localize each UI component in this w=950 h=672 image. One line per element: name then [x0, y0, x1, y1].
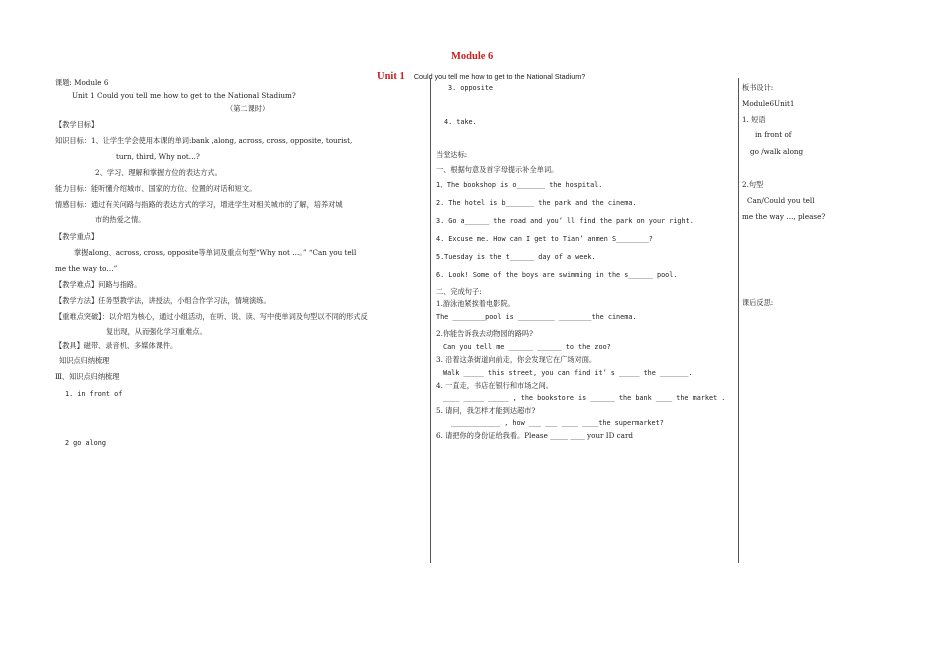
reflection-heading: 课后反思: [742, 298, 774, 307]
goals-heading: 【教学目标】 [55, 120, 99, 129]
part2-heading: 二、完成句子: [436, 287, 482, 296]
question-6: 6. Look! Some of the boys are swimming in the s______ pool. [436, 271, 678, 279]
ability-goal: 能力目标：能听懂介绍城市、国家的方位、位置的对话和短文。 [55, 184, 257, 193]
sentence-4-cn: 4. 一直走，书店在银行和市场之间。 [436, 381, 553, 390]
question-5: 5.Tuesday is the t______ day of a week. [436, 253, 596, 261]
phrase-2: go /walk along [750, 147, 804, 156]
column-divider-right [738, 78, 739, 563]
key-points-heading: 【教学重点】 [55, 232, 99, 241]
phrase-1: in front of [755, 130, 792, 139]
sentence-1-cn: 1.游泳池紧挨着电影院。 [436, 299, 515, 308]
patterns-heading: 2.句型 [742, 180, 764, 189]
summary-heading: 知识点归纳梳理 [59, 356, 110, 365]
difficulty: 【教学难点】问路与指路。 [55, 280, 142, 289]
breakthrough-line1: 【重难点突破】：以介绍为核心，通过小组活动，在听、说、读、写中使单词及句型以不同的形式反 [55, 312, 368, 321]
part1-heading: 一、根据句意及首字母提示补全单词。 [436, 165, 559, 174]
unit-title [377, 64, 585, 83]
emotion-goal-line1: 情感目标：通过有关问路与指路的表达方式的学习，增进学生对相关城市的了解，培养对城 [55, 200, 343, 209]
sentence-4-en: ____ _____ _____ , the bookstore is ______ the bank ____ the market . [443, 394, 726, 402]
teaching-method: 【教学方法】任务型教学法，讲授法，小组合作学习法，情境演练。 [55, 296, 271, 305]
question-4: 4. Excuse me. How can I get to Tian’ anmen S________? [436, 235, 653, 243]
sentence-2-en: Can you tell me ______ ______ to the zoo? [443, 343, 611, 351]
sentence-5-cn: 5. 请问，我怎样才能到达超市? [436, 406, 536, 415]
section-3-heading: Ⅲ、知识点归纳梳理 [55, 372, 120, 381]
practice-heading: 当堂达标: [436, 150, 468, 159]
pattern-2: me the way …, please? [742, 212, 826, 221]
phrases-heading: 1. 短语 [742, 115, 766, 124]
sentence-6: 6. 请把你的身份证给我看。Please _____ ____ your ID card [436, 431, 633, 440]
question-1: 1、The bookshop is o_______ the hospital. [436, 181, 603, 189]
question-2: 2. The hotel is b_______ the park and the cinema. [436, 199, 637, 207]
module-title: Module 6 [451, 51, 494, 62]
sentence-3-en: Walk _____ this street, you can find it’ s _____ the _______. [443, 369, 693, 377]
summary-item-1: 1. in front of [65, 390, 123, 398]
sentence-1-en: The ________pool is _________ ________the cinema. [436, 313, 637, 321]
sentence-2-cn: 2.你能告诉我去动物园的路吗? [436, 329, 533, 338]
knowledge-goal-line1: 知识目标：1、让学生学会使用本课的单词:bank ,along, across, cross, opposite, tourist, [55, 136, 353, 145]
summary-item-2: 2 go along [65, 439, 106, 447]
knowledge-goal-line3: 2、学习、理解和掌握方位的表达方式。 [95, 168, 222, 177]
pattern-1: Can/Could you tell [747, 196, 815, 205]
summary-item-3: 3. opposite [448, 84, 494, 92]
emotion-goal-line2: 市的热爱之情。 [95, 215, 146, 224]
key-points-line1: 掌握along、across, cross, opposite等单词及重点句型“Why not …。” “Can you tell [74, 248, 357, 257]
summary-item-4: 4. take. [444, 118, 477, 126]
column-divider-left [430, 78, 431, 563]
board-design-heading: 板书设计: [742, 83, 774, 92]
key-points-line2: me the way to…” [55, 264, 118, 273]
breakthrough-line2: 复出现，从而强化学习重难点。 [106, 327, 207, 336]
board-title: Module6Unit1 [742, 99, 795, 108]
teaching-tools: 【教具】磁带、录音机、多媒体课件。 [55, 341, 178, 350]
sentence-3-cn: 3. 沿着这条街道向前走，你会发现它在广场对面。 [436, 355, 597, 364]
knowledge-goal-line2: turn, third, Why not…? [116, 152, 200, 161]
question-3: 3. Go a______ the road and you’ ll find the park on your right. [436, 217, 694, 225]
lesson-number: （第二课时） [226, 104, 270, 113]
sentence-5-en: ____________ , how ___ ___ ____ ____the supermarket? [451, 419, 664, 427]
unit-subtitle: Could you tell me how to get to the National Stadium? [413, 72, 586, 81]
topic-unit: Unit 1 Could you tell me how to get to the National Stadium? [72, 91, 296, 100]
unit-label: Unit 1 [377, 71, 405, 82]
topic-label: 课题: Module 6 [55, 78, 109, 87]
